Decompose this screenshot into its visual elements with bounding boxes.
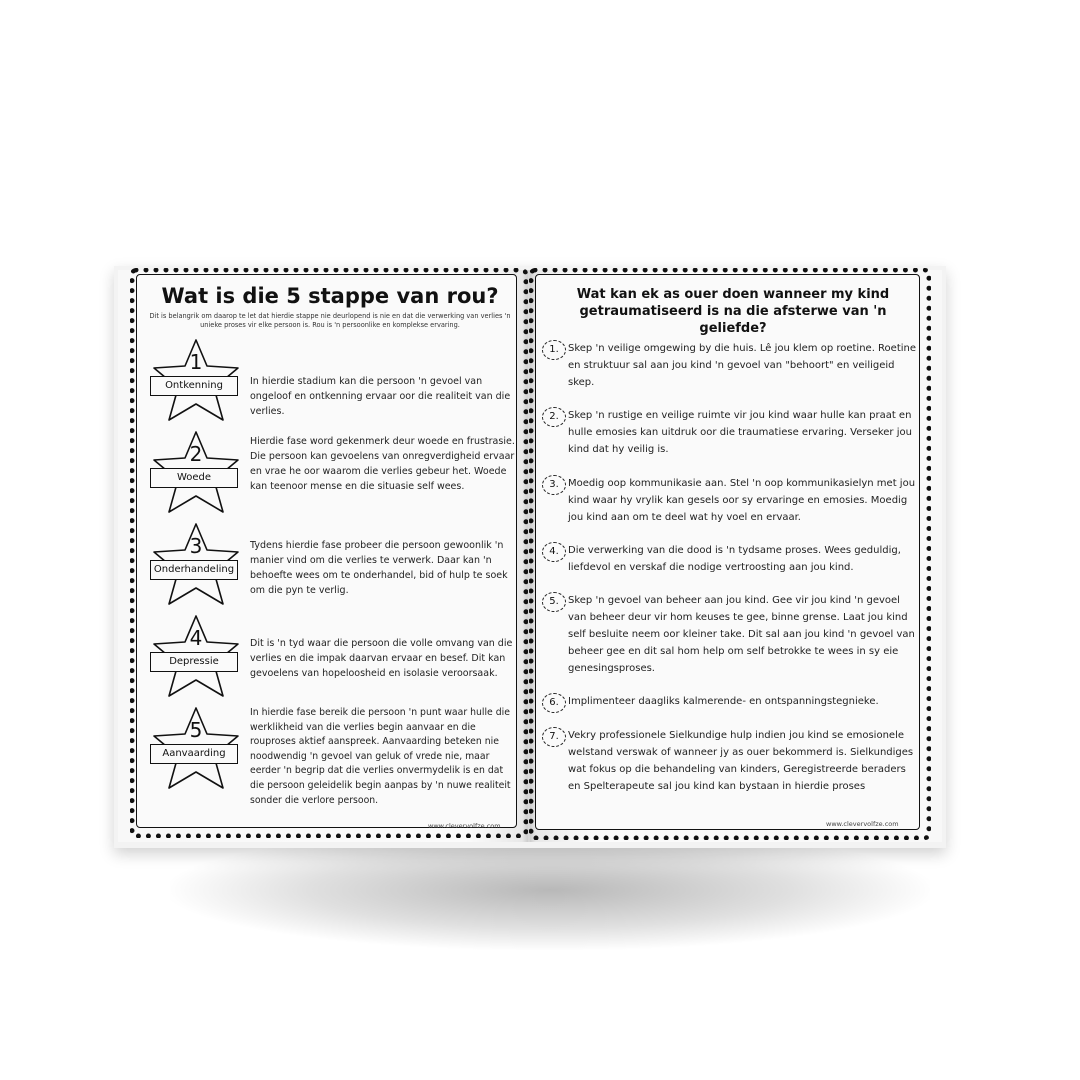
left-page-title: Wat is die 5 stappe van rou?: [161, 284, 499, 308]
stage-3: [146, 520, 520, 612]
stage-name: Aanvaarding: [150, 744, 238, 764]
stage-number: 4: [189, 626, 203, 650]
stage-number: 3: [189, 534, 203, 558]
step-text: Skep 'n gevoel van beheer aan jou kind. Gee vir jou kind 'n gevoel van beheer deur vir hom keuses te gee, binne grense. Laat jou kind self besluite neem oor kleiner take. Dit sal aan jou kind 'n gevoel van beheer gee en dit sal hom help om self betrokke te wees in sy eie genesingsproses.: [568, 595, 915, 674]
star-badge-1: [146, 336, 246, 428]
step-number: 6.: [542, 693, 566, 713]
stage-name: Woede: [150, 468, 238, 488]
right-page-title: [552, 286, 914, 337]
stage-description: In hierdie stadium kan die persoon 'n gevoel van ongeloof en ontkenning ervaar oor die realiteit van die verlies.: [250, 376, 511, 417]
stage-name: Depressie: [150, 652, 238, 672]
left-page-intro: Dit is belangrik om daarop te let dat hierdie stappe nie deurlopend is nie en dat die verwerking van verlies 'n unieke proses vir elke persoon is. Rou is 'n persoonlike en komplekse ervaring.: [149, 312, 511, 329]
step-number: 1.: [542, 340, 566, 360]
step-number: 2.: [542, 407, 566, 427]
stage-1: [146, 336, 520, 428]
stage-number: 2: [189, 442, 203, 466]
step-number: 5.: [542, 592, 566, 612]
star-badge-2: [146, 428, 246, 520]
step-number: 4.: [542, 542, 566, 562]
stage-number: 1: [189, 350, 203, 374]
step-text: Moedig oop kommunikasie aan. Stel 'n oop kommunikasielyn met jou kind waar hy vrylik kan gesels oor sy ervaringe en emosies. Moedig jou kind aan om te deel wat hy voel en ervaar.: [568, 478, 916, 523]
book-shadow: [170, 830, 930, 950]
stage-number: 5: [189, 718, 203, 742]
stage-2: [146, 428, 520, 520]
star-badge-4: [146, 612, 246, 704]
stage-name: Ontkenning: [150, 376, 238, 396]
step-number: 3.: [542, 475, 566, 495]
right-title-line-2: getraumatiseerd is na die afsterwe van 'n geliefde?: [579, 304, 887, 336]
step-text: Die verwerking van die dood is 'n tydsame proses. Wees geduldig, liefdevol en verskaf die nodige vertroosting aan jou kind.: [568, 545, 901, 573]
step-text: Vekry professionele Sielkundige hulp indien jou kind se emosionele welstand verswak of wanneer jy as ouer bekommerd is. Sielkundiges wat fokus op die behandeling van kinders, Geregistreerde beraders en Spelterapeute sal jou kind kan bystaan in hierdie proses: [568, 730, 914, 792]
step-text: Skep 'n veilige omgewing by die huis. Lê jou klem op roetine. Roetine en struktuur sal aan jou kind 'n gevoel van "behoort" en veiligeid skep.: [568, 343, 917, 388]
step-number: 7.: [542, 727, 566, 747]
stage-4: [146, 612, 520, 704]
stage-description: Dit is 'n tyd waar die persoon die volle omvang van die verlies en die impak daarvan ervaar en besef. Dit kan gevoelens van hopeloosheid en isolasie veroorsaak.: [250, 638, 513, 679]
stage-5: [146, 704, 520, 806]
stage-description: In hierdie fase bereik die persoon 'n punt waar hulle die werklikheid van die verlies begin aanvaar en die rouproses aktief aanspreek. Aanvaarding beteken nie noodwendig 'n gevoel van geluk of vrede nie, maar eerder 'n begrip dat die verlies onvermydelik is en dat die persoon geleidelik begin aanpas by 'n nuwe realiteit sonder die verlore persoon.: [250, 707, 511, 806]
stage-description: Hierdie fase word gekenmerk deur woede en frustrasie. Die persoon kan gevoelens van onregverdigheid ervaar en vrae he oor waarom die verlies gebeur het. Woede kan teenoor mense en die situasie self wees.: [250, 436, 515, 492]
step-text: Implimenteer daagliks kalmerende- en ontspanningstegnieke.: [568, 696, 879, 707]
right-page-footer: www.clevervolfze.com: [826, 820, 899, 828]
star-badge-3: [146, 520, 246, 612]
stage-description: Tydens hierdie fase probeer die persoon gewoonlik 'n manier vind om die verlies te verwerk. Daar kan 'n behoefte wees om te onderhandel, bid of hulp te soek om die pyn te verlig.: [250, 540, 508, 596]
right-title-line-1: Wat kan ek as ouer doen wanneer my kind: [576, 287, 890, 302]
stage-name: Onderhandeling: [150, 560, 238, 580]
step-text: Skep 'n rustige en veilige ruimte vir jou kind waar hulle kan praat en hulle emosies kan uitdruk oor die traumatiese ervaring. Verseker jou kind dat hy veilig is.: [568, 410, 912, 455]
left-page-footer: www.clevervolfze.com: [428, 822, 501, 830]
star-badge-5: [146, 704, 246, 796]
